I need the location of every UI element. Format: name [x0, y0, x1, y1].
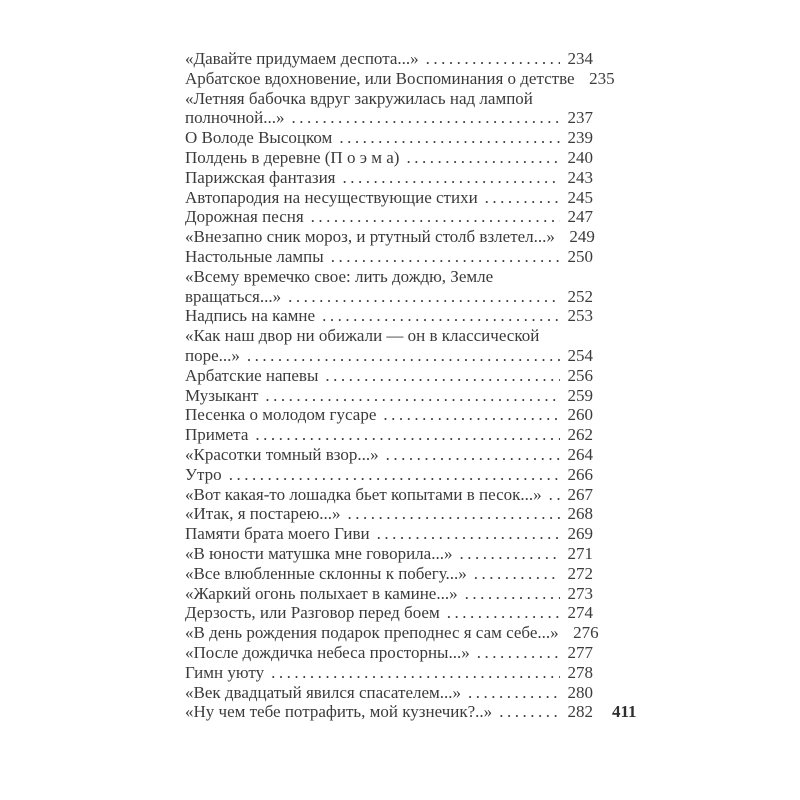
- toc-entry-title: «Красотки томный взор...»: [185, 444, 379, 464]
- toc-entry-title: О Володе Высоцком: [185, 128, 333, 148]
- toc-entry-page: 277: [567, 642, 593, 662]
- toc-entry: [185, 485, 593, 505]
- dot-leader: [271, 663, 560, 683]
- toc-entry: [185, 603, 593, 623]
- dot-leader: [311, 207, 560, 227]
- toc-entry-title: «В юности матушка мне говорила...»: [185, 543, 453, 563]
- toc-entry: [185, 544, 593, 564]
- toc-entry: [185, 663, 593, 683]
- toc-entry-title: «Летняя бабочка вдруг закружилась над лампой: [185, 88, 533, 108]
- toc-entry: [185, 49, 593, 69]
- toc-entry-page: 245: [567, 187, 593, 207]
- toc-entry-title: Примета: [185, 425, 249, 445]
- dot-leader: [549, 485, 560, 505]
- toc-entry-page: 254: [567, 345, 593, 365]
- toc-entry-title-continued: полночной...»: [185, 108, 285, 128]
- toc-entry-title: Песенка о молодом гусаре: [185, 405, 377, 425]
- toc-entry-page: 267: [567, 484, 593, 504]
- toc-entry-page: 272: [567, 563, 593, 583]
- toc-entry-page: 262: [567, 425, 593, 445]
- toc-entry-title: «Ну чем тебе потрафить, мой кузнечик?..»: [185, 702, 493, 722]
- toc-entry-page: 249: [569, 227, 595, 247]
- toc-entry-page: 253: [567, 306, 593, 326]
- toc-entry: [185, 89, 593, 109]
- dot-leader: [288, 287, 560, 307]
- dot-leader: [485, 188, 560, 208]
- toc-entry-title: «Всему времечко свое: лить дождю, Земле: [185, 266, 494, 286]
- toc-entry-title: «После дождичка небеса просторны...»: [185, 642, 470, 662]
- toc-entry-continuation: [185, 287, 593, 307]
- toc-entry-page: 252: [567, 286, 593, 306]
- toc-entry-page: 240: [567, 147, 593, 167]
- toc-entry: [185, 643, 593, 663]
- toc-entry-title: «Все влюбленные склонны к побегу...»: [185, 563, 467, 583]
- toc-entry: [185, 465, 593, 485]
- toc-entry: [185, 564, 593, 584]
- toc-entry: [185, 326, 593, 346]
- toc-entry-page: 247: [567, 207, 593, 227]
- toc-entry-title: Гимн уюту: [185, 662, 265, 682]
- dot-leader: [292, 108, 560, 128]
- toc-entry-title: Автопародия на несуществующие стихи: [185, 187, 478, 207]
- toc-entry: [185, 267, 593, 287]
- toc-entry-title: Надпись на камне: [185, 306, 316, 326]
- toc-entry-title: Полдень в деревне (П о э м а): [185, 147, 400, 167]
- toc-entry-title-continued: поре...»: [185, 345, 240, 365]
- toc-entry: [185, 405, 593, 425]
- toc-entry-page: 239: [567, 128, 593, 148]
- dot-leader: [383, 405, 560, 425]
- toc-entry-title: Парижская фантазия: [185, 167, 336, 187]
- toc-entry-page: 234: [567, 49, 593, 68]
- dot-leader: [331, 247, 560, 267]
- table-of-contents: [185, 49, 615, 722]
- toc-entry-page: 243: [567, 167, 593, 187]
- toc-entry: [185, 584, 593, 604]
- dot-leader: [265, 386, 560, 406]
- dot-leader: [499, 702, 560, 722]
- toc-entry-page: 266: [567, 464, 593, 484]
- toc-entry-page: 271: [567, 543, 593, 563]
- dot-leader: [468, 683, 560, 703]
- toc-entry-title: «Внезапно сник мороз, и ртутный столб взлетел...»: [185, 227, 555, 247]
- toc-entry: [185, 623, 599, 643]
- toc-entry: [185, 188, 593, 208]
- toc-entry: [185, 683, 593, 703]
- toc-entry-title: «Итак, я постарею...»: [185, 504, 341, 524]
- toc-entry-title: Памяти брата моего Гиви: [185, 524, 370, 544]
- toc-entry: [185, 207, 593, 227]
- toc-entry: [185, 425, 593, 445]
- dot-leader: [348, 504, 560, 524]
- dot-leader: [229, 465, 560, 485]
- toc-entry: [185, 702, 593, 722]
- toc-entry-title: «Давайте придумаем деспота...»: [185, 49, 419, 68]
- dot-leader: [325, 366, 560, 386]
- toc-entry-title: Утро: [185, 464, 222, 484]
- dot-leader: [477, 643, 560, 663]
- dot-leader: [377, 524, 560, 544]
- toc-entry-title: «Как наш двор ни обижали — он в классической: [185, 326, 540, 346]
- toc-entry-page: 276: [573, 623, 599, 643]
- toc-entry: [185, 504, 593, 524]
- toc-entry-page: 269: [567, 524, 593, 544]
- toc-entry: [185, 524, 593, 544]
- toc-entry-page: 260: [567, 405, 593, 425]
- toc-entry-title: «Вот какая-то лошадка бьет копытами в песок...»: [185, 484, 542, 504]
- dot-leader: [255, 425, 560, 445]
- dot-leader: [339, 128, 560, 148]
- toc-entry-title: Дорожная песня: [185, 207, 304, 227]
- toc-entry-page: 274: [567, 603, 593, 623]
- toc-entry-title: Музыкант: [185, 385, 259, 405]
- toc-entry-page: 259: [567, 385, 593, 405]
- dot-leader: [474, 564, 560, 584]
- toc-entry-title: «В день рождения подарок преподнес я сам себе...»: [185, 623, 559, 643]
- folio-page-number: 411: [612, 702, 637, 721]
- toc-entry: [185, 128, 593, 148]
- dot-leader: [343, 168, 561, 188]
- toc-entry-page: 250: [567, 246, 593, 266]
- toc-entry: [185, 168, 593, 188]
- toc-entry: [185, 68, 615, 89]
- toc-entry: [185, 366, 593, 386]
- toc-entry-page: 235: [589, 68, 615, 88]
- toc-entry-continuation: [185, 346, 593, 366]
- toc-entry-page: 273: [567, 583, 593, 603]
- toc-entry-page: 256: [567, 365, 593, 385]
- dot-leader: [426, 49, 560, 69]
- toc-entry: [185, 445, 593, 465]
- dot-leader: [406, 148, 560, 168]
- toc-entry-page: 282: [567, 702, 593, 722]
- toc-entry: [185, 148, 593, 168]
- dot-leader: [386, 445, 560, 465]
- toc-entry-title: Арбатские напевы: [185, 365, 319, 385]
- toc-entry-title: «Жаркий огонь полыхает в камине...»: [185, 583, 458, 603]
- toc-entry-page: 268: [567, 504, 593, 524]
- toc-entry-title: «Век двадцатый явился спасателем...»: [185, 682, 462, 702]
- toc-entry: [185, 247, 593, 267]
- toc-entry-title: Дерзость, или Разговор перед боем: [185, 603, 440, 623]
- dot-leader: [447, 603, 560, 623]
- dot-leader: [322, 306, 560, 326]
- toc-entry-page: 280: [567, 682, 593, 702]
- toc-entry-continuation: [185, 108, 593, 128]
- dot-leader: [465, 584, 560, 604]
- toc-entry: [185, 386, 593, 406]
- toc-entry-page: 278: [567, 662, 593, 682]
- dot-leader: [247, 346, 560, 366]
- dot-leader: [459, 544, 560, 564]
- toc-entry-title: Настольные лампы: [185, 246, 324, 266]
- toc-entry: [185, 227, 593, 247]
- toc-entry-page: 237: [567, 108, 593, 128]
- toc-entry-title: Арбатское вдохновение, или Воспоминания о детстве: [185, 68, 575, 88]
- toc-entry-page: 264: [567, 444, 593, 464]
- toc-entry-title-continued: вращаться...»: [185, 286, 282, 306]
- toc-entry: [185, 306, 593, 326]
